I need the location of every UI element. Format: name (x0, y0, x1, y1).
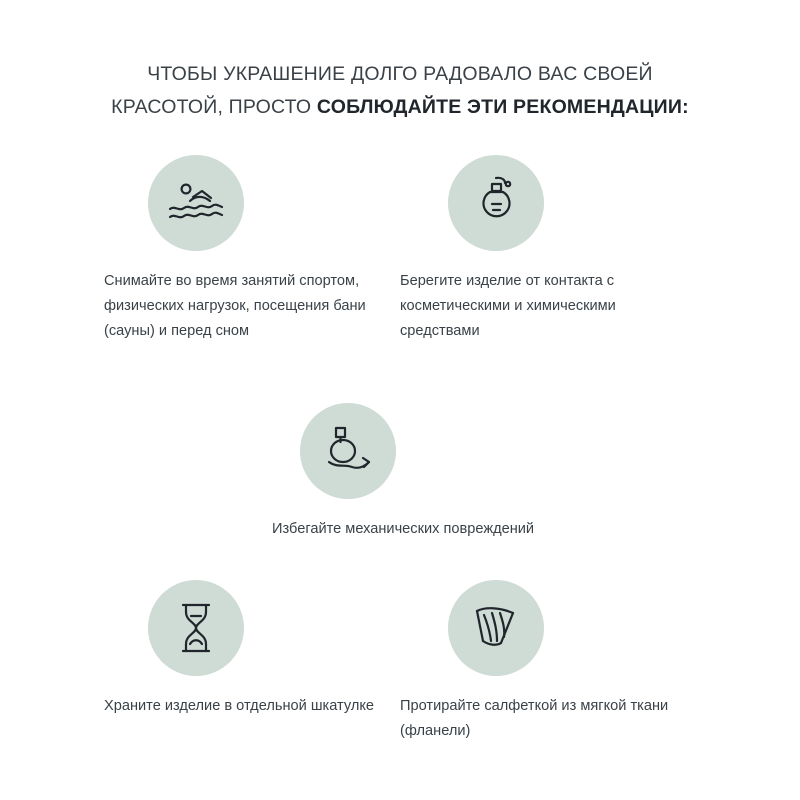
page-title-line-2 (70, 91, 730, 124)
tip-card-storage (100, 580, 390, 719)
tip-caption-wipe: Протирайте салфеткой из мягкой ткани (фланели) (400, 698, 669, 739)
tip-caption-sport: Снимайте во время занятий спортом, физических нагрузок, посещения бани (сауны) и перед сном (104, 273, 366, 339)
swimming-icon (166, 177, 226, 229)
hourglass-jewelry-box-icon (173, 600, 219, 656)
tip-icon-circle-mechanical (300, 403, 396, 499)
perfume-bottle-icon (472, 174, 520, 232)
tip-card-sport (100, 155, 390, 344)
tip-card-chemicals (400, 155, 690, 344)
tip-caption-storage: Храните изделие в отдельной шкатулке (104, 698, 375, 714)
tip-caption-chemicals: Берегите изделие от контакта с косметическими и химическими средствами (400, 273, 616, 339)
tip-icon-circle-wipe (448, 580, 544, 676)
tip-icon-circle-chemicals (448, 155, 544, 251)
ring-scratch-icon (319, 424, 377, 478)
tip-card-wipe (400, 580, 690, 744)
tip-icon-circle-storage (148, 580, 244, 676)
polishing-cloth-icon (469, 601, 523, 655)
page-title-line-2-normal: КРАСОТОЙ, ПРОСТО (111, 96, 317, 118)
page-title-line-2-bold: СОБЛЮДАЙТЕ ЭТИ РЕКОМЕНДАЦИИ: (316, 96, 689, 118)
tip-caption-mechanical: Избегайте механических повреждений (272, 521, 535, 537)
page-title-line-1: ЧТОБЫ УКРАШЕНИЕ ДОЛГО РАДОВАЛО ВАС СВОЕЙ (147, 63, 653, 85)
tip-card-mechanical (250, 403, 550, 542)
tip-icon-circle-sport (148, 155, 244, 251)
page-title (70, 58, 730, 124)
